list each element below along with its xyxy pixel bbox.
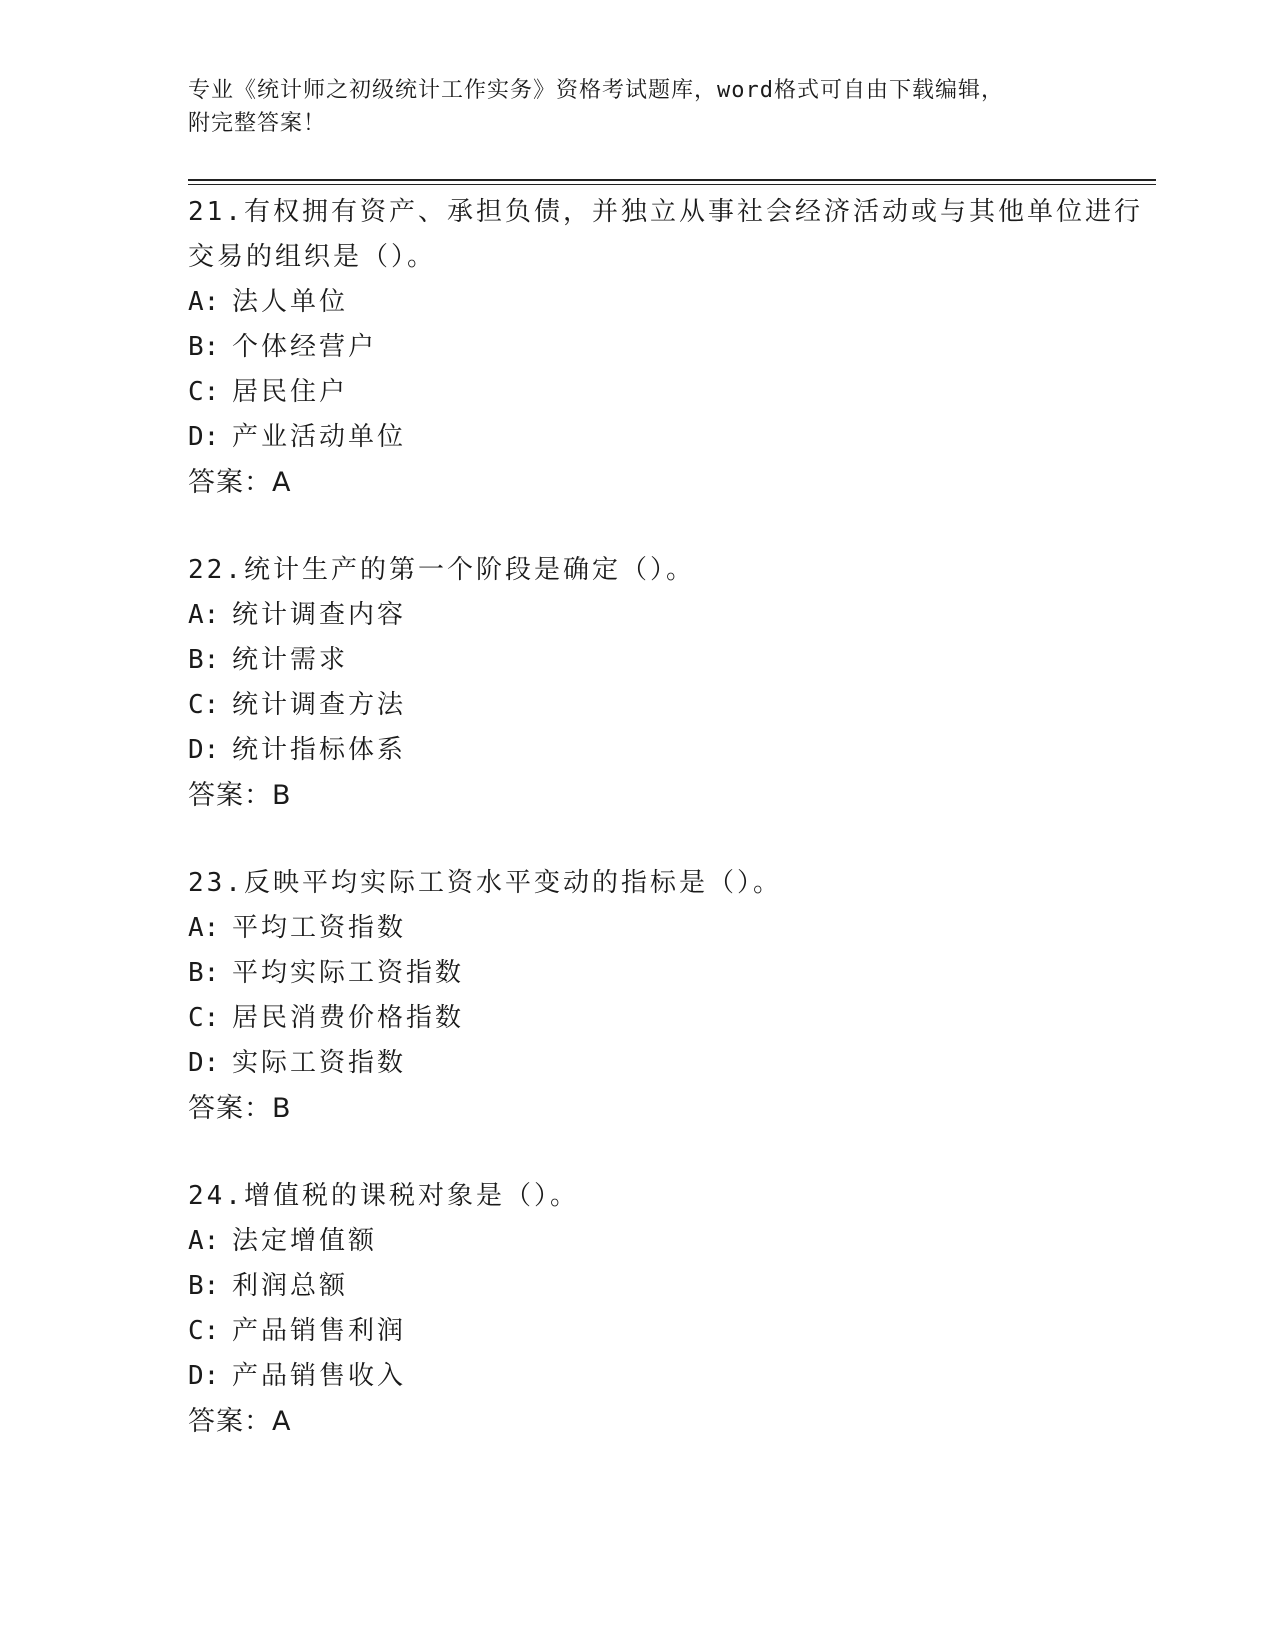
option-text: 平均实际工资指数	[232, 958, 465, 988]
option-text: 产品销售收入	[232, 1361, 407, 1391]
answer-value: B	[272, 1093, 292, 1124]
option-text: 居民住户	[232, 377, 349, 407]
option-d	[188, 1041, 1168, 1086]
document-header	[188, 74, 1088, 140]
option-letter: A:	[188, 1226, 220, 1256]
option-text: 统计调查方法	[232, 690, 407, 720]
header-line-1: 专业《统计师之初级统计工作实务》资格考试题库，word格式可自由下载编辑，	[188, 78, 1004, 103]
question-text: 有权拥有资产、承担负债，并独立从事社会经济活动或与其他单位进行交易的组织是（）。	[188, 197, 1143, 272]
option-b	[188, 1264, 1168, 1309]
option-text: 统计需求	[232, 645, 349, 675]
answer-label: 答案：	[188, 467, 272, 498]
answer-value: B	[272, 780, 292, 811]
option-letter: D:	[188, 1048, 220, 1078]
header-line-2: 附完整答案！	[188, 111, 327, 136]
option-b	[188, 951, 1168, 996]
question-stem	[188, 861, 1168, 906]
option-text: 统计调查内容	[232, 600, 407, 630]
option-letter: B:	[188, 958, 220, 988]
question-list	[188, 190, 1168, 1487]
question-text: 统计生产的第一个阶段是确定（）。	[243, 555, 695, 585]
option-d	[188, 1354, 1168, 1399]
option-text: 统计指标体系	[232, 735, 407, 765]
answer-line	[188, 773, 1168, 819]
option-d	[188, 415, 1168, 460]
question-text: 反映平均实际工资水平变动的指标是（）。	[243, 868, 782, 898]
option-letter: D:	[188, 735, 220, 765]
answer-label: 答案：	[188, 780, 272, 811]
option-c	[188, 1309, 1168, 1354]
header-divider-thin	[188, 184, 1156, 185]
question-stem	[188, 548, 1168, 593]
option-text: 个体经营户	[232, 332, 378, 362]
option-text: 居民消费价格指数	[232, 1003, 465, 1033]
option-letter: A:	[188, 913, 220, 943]
option-text: 产业活动单位	[232, 422, 407, 452]
option-text: 法人单位	[232, 287, 349, 317]
question-24	[188, 1174, 1168, 1445]
option-text: 产品销售利润	[232, 1316, 407, 1346]
question-22	[188, 548, 1168, 819]
question-stem	[188, 1174, 1168, 1219]
option-text: 平均工资指数	[232, 913, 407, 943]
option-a	[188, 906, 1168, 951]
option-d	[188, 728, 1168, 773]
question-number: 24.	[188, 1181, 244, 1211]
option-letter: C:	[188, 1316, 220, 1346]
answer-value: A	[272, 467, 292, 498]
option-letter: C:	[188, 377, 220, 407]
answer-value: A	[272, 1406, 292, 1437]
question-stem	[188, 190, 1168, 280]
question-21	[188, 190, 1168, 506]
option-letter: C:	[188, 690, 220, 720]
option-text: 实际工资指数	[232, 1048, 407, 1078]
option-letter: D:	[188, 422, 220, 452]
question-23	[188, 861, 1168, 1132]
option-letter: D:	[188, 1361, 220, 1391]
option-a	[188, 1219, 1168, 1264]
answer-line	[188, 460, 1168, 506]
question-number: 21.	[188, 197, 244, 227]
answer-label: 答案：	[188, 1406, 272, 1437]
option-b	[188, 325, 1168, 370]
option-c	[188, 683, 1168, 728]
option-letter: C:	[188, 1003, 220, 1033]
option-letter: B:	[188, 332, 220, 362]
question-number: 23.	[188, 868, 244, 898]
answer-label: 答案：	[188, 1093, 272, 1124]
option-a	[188, 593, 1168, 638]
option-c	[188, 996, 1168, 1041]
option-b	[188, 638, 1168, 683]
answer-line	[188, 1086, 1168, 1132]
option-a	[188, 280, 1168, 325]
header-divider-thick	[188, 179, 1156, 181]
option-letter: B:	[188, 645, 220, 675]
question-number: 22.	[188, 555, 244, 585]
option-letter: B:	[188, 1271, 220, 1301]
answer-line	[188, 1399, 1168, 1445]
option-c	[188, 370, 1168, 415]
option-letter: A:	[188, 287, 220, 317]
option-text: 利润总额	[232, 1271, 349, 1301]
question-text: 增值税的课税对象是（）。	[243, 1181, 579, 1211]
option-letter: A:	[188, 600, 220, 630]
option-text: 法定增值额	[232, 1226, 378, 1256]
